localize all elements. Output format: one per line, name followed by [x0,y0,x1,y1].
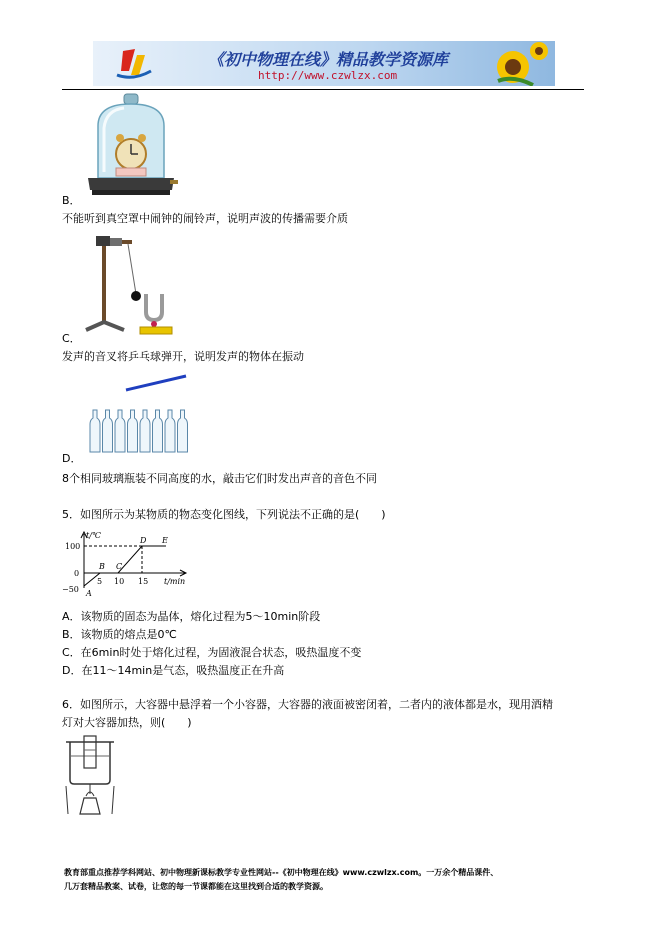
bottle-icon [178,410,188,452]
bottle-icon [90,410,100,452]
tuning-fork-icon [146,294,162,328]
striking-rod-icon [126,376,186,390]
footer-line2: 几万套精品教案、试卷，让您的每一节课都能在这里找到合适的教学资源。 [64,882,328,891]
large-container-icon [70,742,110,784]
option-d-text: 8个相同玻璃瓶装不同高度的水，敲击它们时发出声音的音色不同 [62,472,377,485]
point-c: C [116,562,123,571]
bottle-row [90,410,188,452]
bottles-figure [86,370,192,456]
tick-y0: 0 [74,569,80,578]
bottle-icon [103,410,113,452]
option-c-label: C． [62,332,81,345]
bottle-icon [128,410,138,452]
tick-x10: 10 [114,577,125,586]
point-b: B [99,562,105,571]
graph-ylabel: t/℃ [86,531,101,540]
ping-pong-ball-icon [131,291,141,301]
point-a: A [86,589,92,598]
bottle-icon [115,410,125,452]
q6-stem-line2: 灯对大容器加热，则( ) [62,716,192,729]
bottle-icon [165,410,175,452]
bottle-icon [153,410,163,452]
header-rule [62,89,584,90]
option-d-label: D． [62,452,82,465]
option-b-label: B． [62,194,81,207]
bottle-icon [140,410,150,452]
banner-url: http://www.czwlzx.com [258,69,398,82]
bell-jar-figure [84,92,180,198]
q5-option-b: B．该物质的熔点是0℃ [62,628,177,641]
alarm-clock-icon [116,134,146,176]
small-container-icon [84,736,96,768]
tick-x5: 5 [97,577,103,586]
q5-option-a: A．该物质的固态为晶体，熔化过程为5～10min阶段 [62,610,321,623]
tuning-fork-figure [82,232,182,336]
q5-option-c: C．在6min时处于熔化过程，为固液混合状态，吸热温度不变 [62,646,362,659]
option-c-text: 发声的音叉将乒乓球弹开，说明发声的物体在振动 [62,350,304,363]
phase-change-graph [62,528,192,600]
container-heating-figure [62,732,118,816]
point-e: E [162,536,168,545]
option-b-text: 不能听到真空罩中闹钟的闹铃声，说明声波的传播需要介质 [62,212,348,225]
footer-line1: 教育部重点推荐学科网站、初中物理新课标教学专业性网站--《初中物理在线》www.czwlzx.com。一万余个精品课件、 [64,868,499,877]
tick-yneg: −50 [62,585,79,594]
tick-x15: 15 [138,577,149,586]
q6-stem-line1: 6．如图所示，大容器中悬浮着一个小容器，大容器的液面被密闭着，二者内的液体都是水，现用酒精 [62,698,553,711]
header-banner [93,41,555,86]
graph-xlabel: t/min [164,577,186,586]
alcohol-lamp-icon [80,798,100,814]
tick-y100: 100 [65,542,81,551]
q5-option-d: D．在11～14min是气态，吸热温度正在升高 [62,664,285,677]
banner-title: 《初中物理在线》精品教学资源库 [208,50,449,69]
point-d: D [140,536,147,545]
q5-stem: 5．如图所示为某物质的物态变化图线，下列说法不正确的是( ) [62,508,386,521]
